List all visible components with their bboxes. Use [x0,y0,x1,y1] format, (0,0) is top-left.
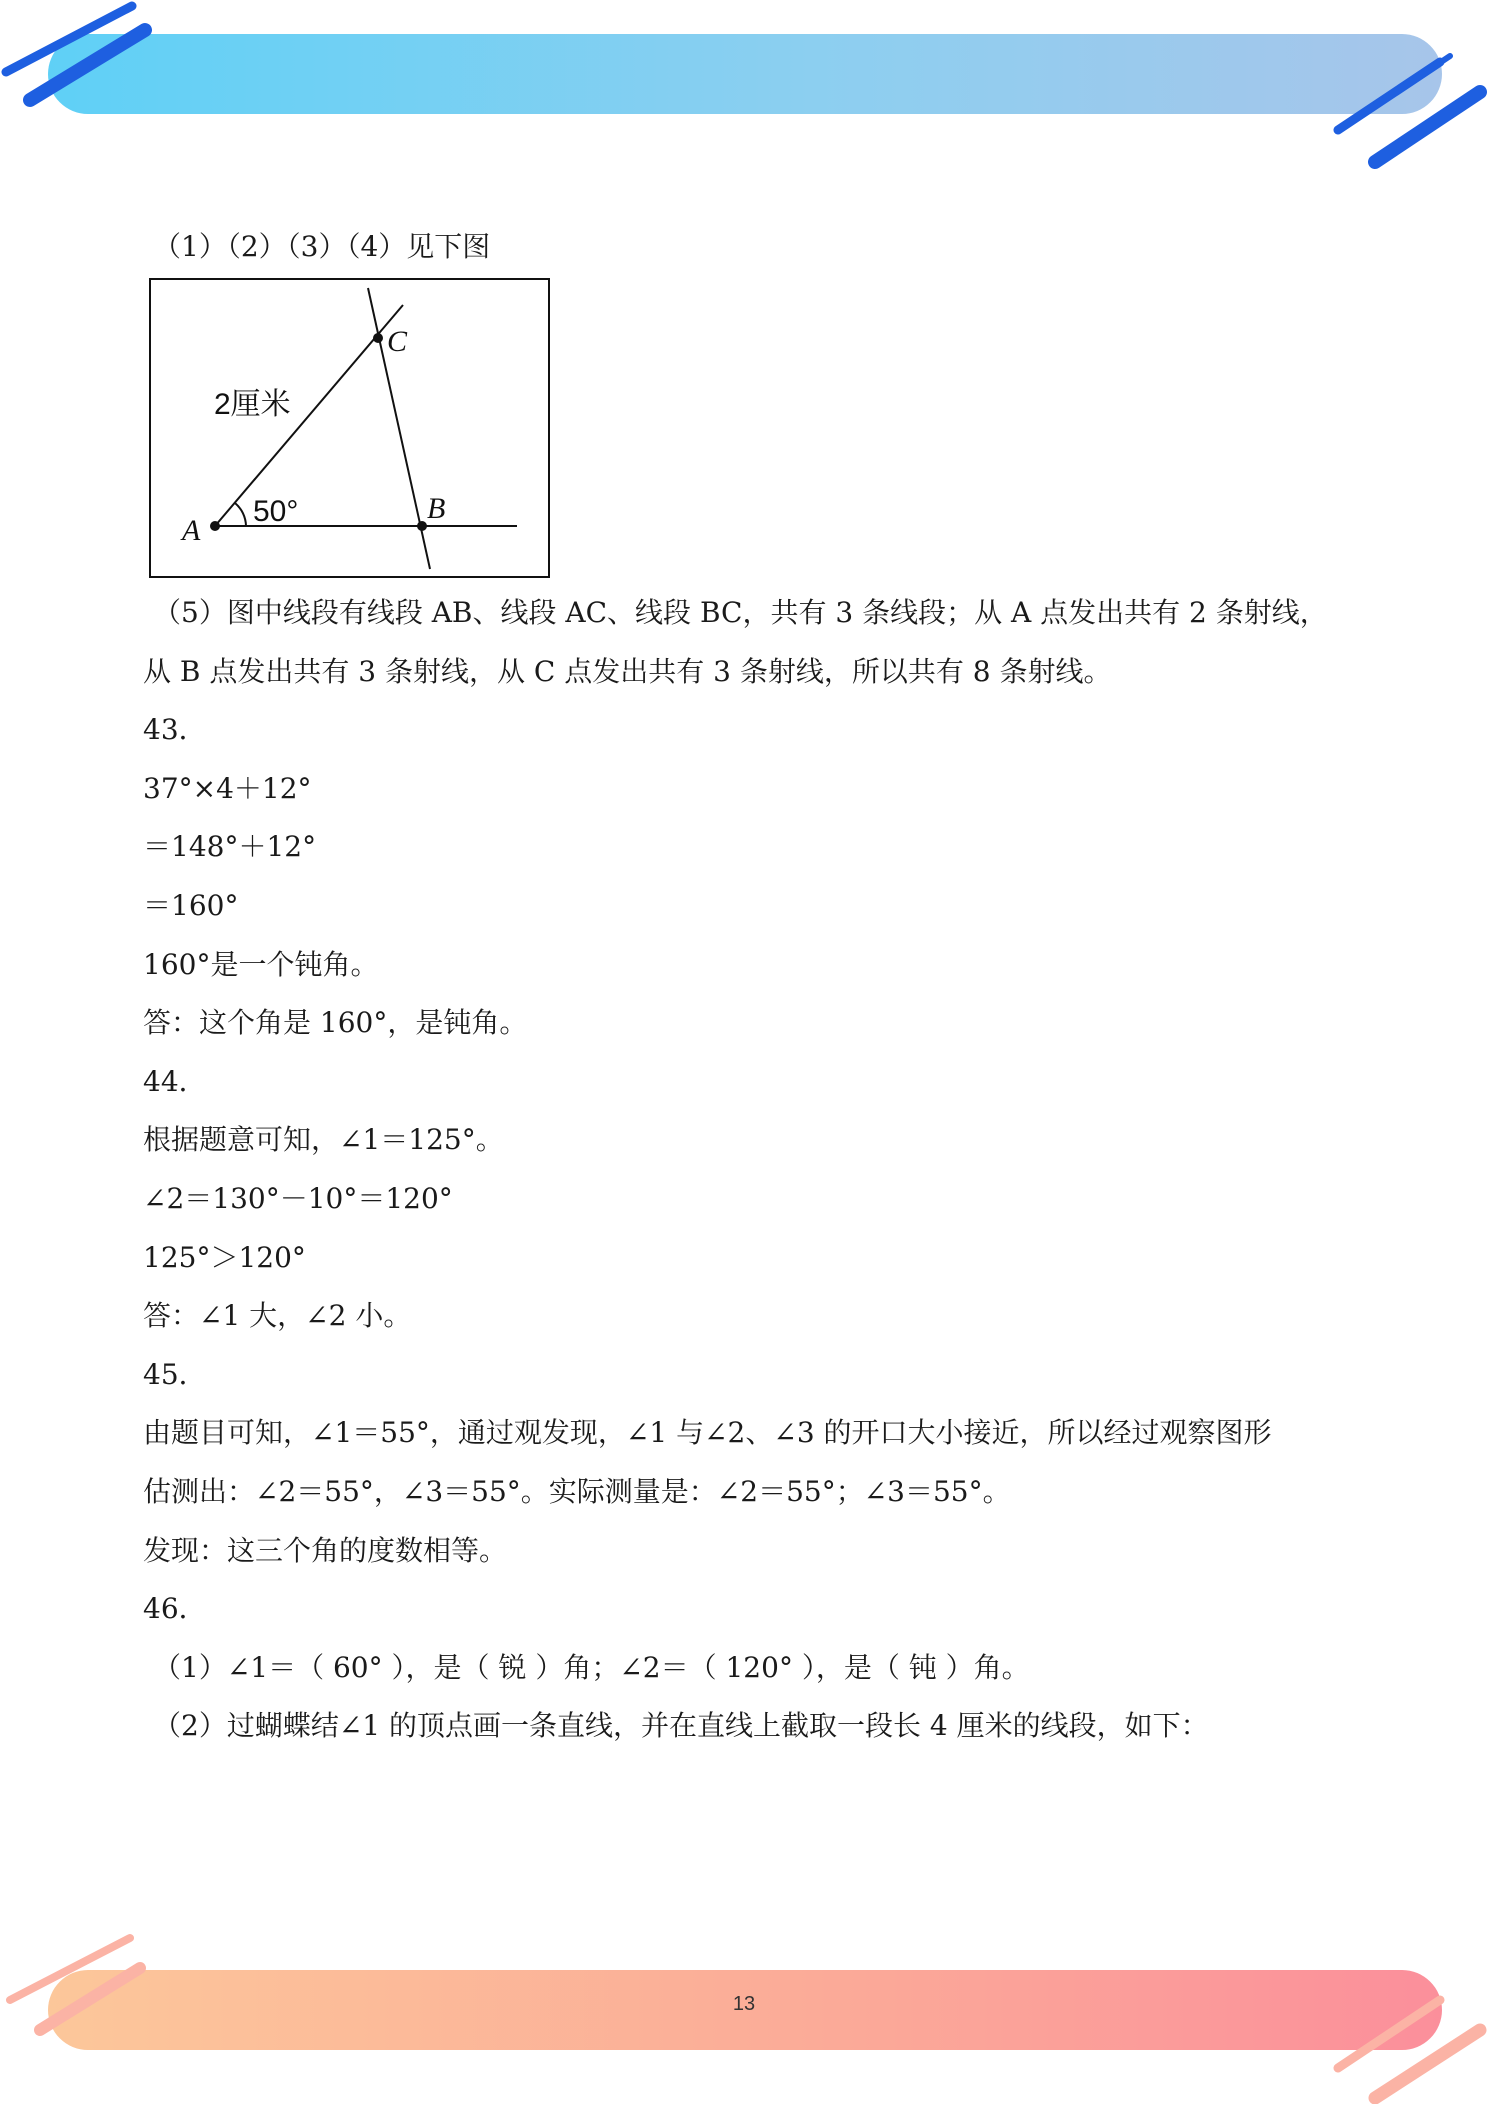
text-line: 答：∠1 大，∠2 小。 [143,1299,412,1333]
text-line: ＝148°＋12° [143,830,317,864]
question-number: 43． [143,713,207,747]
text-line: 根据题意可知，∠1＝125°。 [143,1123,504,1157]
header-banner [48,34,1442,114]
text-line: 从 B 点发出共有 3 条射线，从 C 点发出共有 3 条射线，所以共有 8 条射线。 [143,654,1112,688]
figure-frame [150,279,549,577]
text-line: 发现：这三个角的度数相等。 [143,1533,508,1567]
footer-left-stripes [0,1930,160,2050]
text-line: 160°是一个钝角。 [143,947,379,981]
intro-line: （1）（2）（3）（4）见下图 [153,230,491,263]
header-left-stripes [0,0,160,120]
point-c-label: C [387,325,408,358]
intro-block [143,218,1363,277]
header-right-stripes [1330,50,1488,180]
question-number: 46． [143,1592,207,1626]
text-line: ∠2＝130°－10°＝120° [143,1181,453,1215]
page-number: 13 [732,1993,756,2015]
triangle-figure [149,278,550,578]
text-line: （5）图中线段有线段 AB、线段 AC、线段 BC，共有 3 条线段；从 A 点发出共有 2 条射线， [153,596,1328,629]
point-c-dot [373,333,383,343]
answer-text [143,584,1373,1756]
text-line: ＝160° [143,888,239,922]
text-line: （2）过蝴蝶结∠1 的顶点画一条直线，并在直线上截取一段长 4 厘米的线段，如下： [153,1709,1209,1743]
text-line: 答：这个角是 160°，是钝角。 [143,1006,528,1040]
text-line: 估测出：∠2＝55°，∠3＝55°。实际测量是：∠2＝55°；∠3＝55°。 [143,1474,1011,1508]
text-line: 37°×4＋12° [143,771,312,805]
text-line: 由题目可知，∠1＝55°，通过观发现，∠1 与∠2、∠3 的开口大小接近，所以经过观察图形 [143,1416,1272,1450]
point-a-label: A [182,514,201,547]
point-b-dot [417,521,427,531]
question-number: 44． [143,1064,207,1098]
point-a-dot [210,521,220,531]
question-number: 45． [143,1357,207,1391]
text-line: 125°＞120° [143,1240,306,1274]
point-b-label: B [427,492,446,525]
angle-label: 50° [253,495,299,528]
text-line: （1）∠1＝（ 60° ），是（ 锐 ）角；∠2＝（ 120° ），是（ 钝 ）角。 [153,1650,1030,1684]
length-label: 2厘米 [214,388,291,421]
